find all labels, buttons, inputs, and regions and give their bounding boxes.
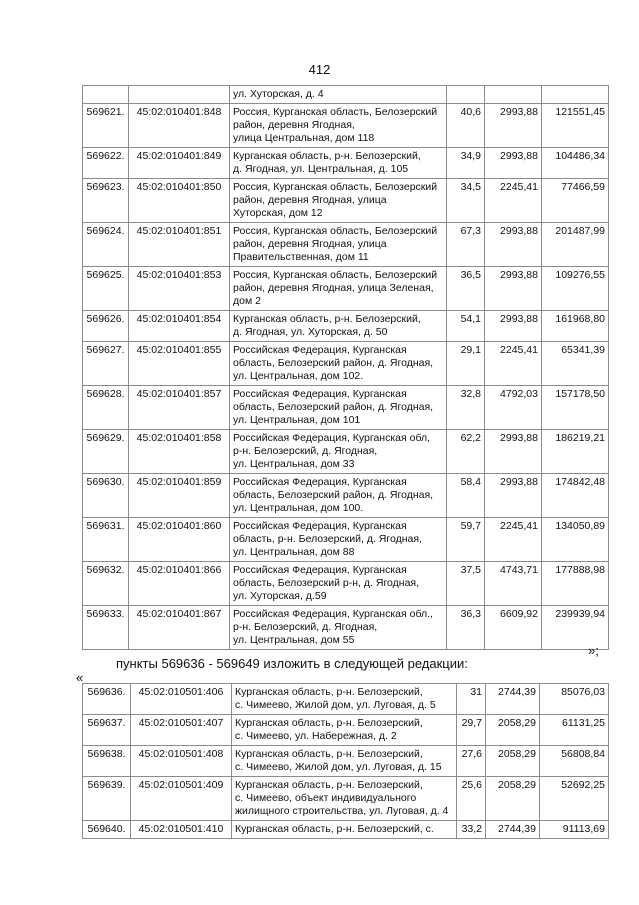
- value-cell: 85076,03: [540, 684, 609, 715]
- address-cell: [230, 148, 447, 179]
- area-cell: 58,4: [447, 474, 485, 518]
- area-cell: 40,6: [447, 104, 485, 148]
- address-line: д. Ягодная, ул. Хуторская, д. 50: [233, 326, 388, 338]
- rate-cell: 4743,71: [485, 562, 542, 606]
- instruction-text: пункты 569636 - 569649 изложить в следующей редакции:: [116, 656, 468, 671]
- table-row: [83, 179, 609, 223]
- address-cell: [230, 474, 447, 518]
- table-row-continuation: [83, 86, 609, 104]
- rate-cell: 2744,39: [486, 821, 540, 839]
- row-number-cell: 569626.: [83, 311, 129, 342]
- address-line: Российская Федерация, Курганская обл,: [233, 432, 431, 444]
- value-cell: 56808,84: [540, 746, 609, 777]
- row-number-cell: 569624.: [83, 223, 129, 267]
- value-cell: 104486,34: [542, 148, 609, 179]
- cadastral-number-cell: 45:02:010401:860: [129, 518, 230, 562]
- address-line: улица Центральная, дом 118: [233, 132, 375, 144]
- area-cell: 34,5: [447, 179, 485, 223]
- address-line: ул. Центральная, дом 100.: [233, 502, 364, 514]
- row-number-cell: 569630.: [83, 474, 129, 518]
- address-cell: [232, 746, 457, 777]
- rate-cell: 2245,41: [485, 179, 542, 223]
- address-line: д. Ягодная, ул. Центральная, д. 105: [233, 163, 409, 175]
- row-number-cell: 569639.: [83, 777, 131, 821]
- rate-cell: 2993,88: [485, 267, 542, 311]
- value-cell: 161968,80: [542, 311, 609, 342]
- row-number-cell: 569640.: [83, 821, 131, 839]
- address-cell: [232, 777, 457, 821]
- row-number-cell: 569623.: [83, 179, 129, 223]
- area-cell: 33,2: [457, 821, 486, 839]
- cadastral-number-cell: 45:02:010401:859: [129, 474, 230, 518]
- cadastral-table-2: [82, 683, 609, 839]
- address-line: Курганская область, р-н. Белозерский,: [235, 717, 423, 729]
- cadastral-table-1: [82, 85, 609, 650]
- row-number-cell: 569638.: [83, 746, 131, 777]
- value-cell: 109276,55: [542, 267, 609, 311]
- table-row: [83, 606, 609, 650]
- cadastral-number-cell: 45:02:010401:866: [129, 562, 230, 606]
- rate-cell: 2245,41: [485, 518, 542, 562]
- opening-quote: «: [76, 670, 84, 685]
- page-number: 412: [308, 62, 331, 77]
- row-number-cell: 569625.: [83, 267, 129, 311]
- area-cell: 36,5: [447, 267, 485, 311]
- address-cell: [230, 430, 447, 474]
- rate-cell: 2993,88: [485, 430, 542, 474]
- rate-cell: 2993,88: [485, 311, 542, 342]
- address-line: Российская Федерация, Курганская обл.,: [233, 608, 433, 620]
- rate-cell: 2993,88: [485, 223, 542, 267]
- value-cell: 157178,50: [542, 386, 609, 430]
- address-line: район, деревня Ягодная,: [233, 119, 355, 131]
- area-cell: 29,7: [457, 715, 486, 746]
- cadastral-number-cell: 45:02:010501:407: [131, 715, 232, 746]
- area-cell: 25,6: [457, 777, 486, 821]
- table-row: [83, 777, 609, 821]
- area-cell: 62,2: [447, 430, 485, 474]
- cadastral-number-cell: 45:02:010501:409: [131, 777, 232, 821]
- table-row: [83, 684, 609, 715]
- address-cell: [230, 104, 447, 148]
- cadastral-number-cell: 45:02:010401:857: [129, 386, 230, 430]
- value-cell: 52692,25: [540, 777, 609, 821]
- address-line: с. Чимеево, Жилой дом, ул. Луговая, д. 5: [235, 699, 436, 711]
- value-cell: 134050,89: [542, 518, 609, 562]
- table-row: [83, 474, 609, 518]
- address-line: с. Чимеево, ул. Набережная, д. 2: [235, 730, 397, 742]
- area-cell: 32,8: [447, 386, 485, 430]
- address-line: область, Белозерский район, д. Ягодная,: [233, 401, 434, 413]
- address-line: Россия, Курганская область, Белозерский: [233, 106, 438, 118]
- table-row: [83, 562, 609, 606]
- address-line: ул. Центральная, дом 101: [233, 414, 361, 426]
- cadastral-number-cell: 45:02:010401:851: [129, 223, 230, 267]
- address-line: район, деревня Ягодная, улица: [233, 194, 387, 206]
- area-cell: 36,3: [447, 606, 485, 650]
- row-number-cell: 569629.: [83, 430, 129, 474]
- cadastral-number-cell: 45:02:010401:858: [129, 430, 230, 474]
- address-line: Правительственная, дом 11: [233, 251, 369, 263]
- address-line: ул. Центральная, дом 55: [233, 634, 355, 646]
- cadastral-number-cell: 45:02:010401:850: [129, 179, 230, 223]
- table-row: [83, 715, 609, 746]
- address-cell: [230, 386, 447, 430]
- value-cell: 174842,48: [542, 474, 609, 518]
- address-line: Российская Федерация, Курганская: [233, 344, 407, 356]
- rate-cell: 6609,92: [485, 606, 542, 650]
- address-line: ул. Центральная, дом 33: [233, 458, 355, 470]
- address-cell: [230, 223, 447, 267]
- value-cell: 186219,21: [542, 430, 609, 474]
- rate-cell: 2058,29: [486, 746, 540, 777]
- address-line: Российская Федерация, Курганская: [233, 520, 407, 532]
- value-cell: 201487,99: [542, 223, 609, 267]
- address-line: ул. Центральная, дом 88: [233, 546, 355, 558]
- address-line: область, р-н. Белозерский, д. Ягодная,: [233, 533, 422, 545]
- table-row: [83, 267, 609, 311]
- row-number-cell: 569637.: [83, 715, 131, 746]
- table-row: [83, 430, 609, 474]
- row-number-cell: 569622.: [83, 148, 129, 179]
- table-row: [83, 821, 609, 839]
- value-cell: 121551,45: [542, 104, 609, 148]
- address-line: Курганская область, р-н. Белозерский,: [235, 779, 423, 791]
- address-line: р-н. Белозерский, д. Ягодная,: [233, 445, 378, 457]
- row-number-cell: 569621.: [83, 104, 129, 148]
- area-cell: 27,6: [457, 746, 486, 777]
- value-cell: 91113,69: [540, 821, 609, 839]
- row-number-cell: 569628.: [83, 386, 129, 430]
- address-cell: [230, 606, 447, 650]
- address-line: Россия, Курганская область, Белозерский: [233, 269, 438, 281]
- value-cell: 65341,39: [542, 342, 609, 386]
- cadastral-number-cell: 45:02:010401:848: [129, 104, 230, 148]
- value-cell: 239939,94: [542, 606, 609, 650]
- cadastral-number-cell: 45:02:010501:408: [131, 746, 232, 777]
- address-line: Курганская область, р-н. Белозерский,: [235, 748, 423, 760]
- address-line: ул. Центральная, дом 102.: [233, 370, 364, 382]
- table-row: [83, 148, 609, 179]
- address-cell: [230, 179, 447, 223]
- table-row: [83, 342, 609, 386]
- table-row: [83, 223, 609, 267]
- area-cell: 29,1: [447, 342, 485, 386]
- cadastral-number-cell: 45:02:010401:854: [129, 311, 230, 342]
- cadastral-number-cell: 45:02:010501:410: [131, 821, 232, 839]
- cadastral-number-cell: 45:02:010401:855: [129, 342, 230, 386]
- table-row: [83, 104, 609, 148]
- address-line: Российская Федерация, Курганская: [233, 388, 407, 400]
- address-line: Российская Федерация, Курганская: [233, 476, 407, 488]
- value-cell: 61131,25: [540, 715, 609, 746]
- address-line: Российская Федерация, Курганская: [233, 564, 407, 576]
- table-row: [83, 518, 609, 562]
- area-cell: 67,3: [447, 223, 485, 267]
- address-line: жилищного строительства, ул. Луговая, д. 4: [235, 805, 449, 817]
- address-line: р-н. Белозерский, д. Ягодная,: [233, 621, 378, 633]
- address-line: Курганская область, р-н. Белозерский,: [233, 150, 421, 162]
- rate-cell: 2993,88: [485, 104, 542, 148]
- area-cell: 54,1: [447, 311, 485, 342]
- address-line: Курганская область, р-н. Белозерский,: [235, 686, 423, 698]
- row-number-cell: 569627.: [83, 342, 129, 386]
- address-cell: [230, 311, 447, 342]
- cadastral-number-cell: 45:02:010501:406: [131, 684, 232, 715]
- address-cell: [230, 562, 447, 606]
- cadastral-number-cell: 45:02:010401:853: [129, 267, 230, 311]
- cadastral-number-cell: 45:02:010401:867: [129, 606, 230, 650]
- address-cell: ул. Хуторская, д. 4: [230, 86, 447, 104]
- address-line: район, деревня Ягодная, улица Зеленая,: [233, 282, 434, 294]
- rate-cell: 2058,29: [486, 715, 540, 746]
- table-row: [83, 386, 609, 430]
- row-number-cell: 569636.: [83, 684, 131, 715]
- address-line: область, Белозерский район, д. Ягодная,: [233, 357, 434, 369]
- row-number-cell: 569632.: [83, 562, 129, 606]
- address-line: район, деревня Ягодная, улица: [233, 238, 387, 250]
- cadastral-number-cell: 45:02:010401:849: [129, 148, 230, 179]
- table-row: [83, 311, 609, 342]
- address-line: область, Белозерский район, д. Ягодная,: [233, 489, 434, 501]
- area-cell: 31: [457, 684, 486, 715]
- address-cell: [232, 715, 457, 746]
- address-line: Курганская область, р-н. Белозерский, с.: [235, 823, 434, 835]
- area-cell: 37,5: [447, 562, 485, 606]
- address-line: Россия, Курганская область, Белозерский: [233, 225, 438, 237]
- rate-cell: 4792,03: [485, 386, 542, 430]
- address-line: с. Чимеево, объект индивидуального: [235, 792, 417, 804]
- row-number-cell: 569633.: [83, 606, 129, 650]
- address-line: область, Белозерский р-н, д. Ягодная,: [233, 577, 420, 589]
- rate-cell: 2744,39: [486, 684, 540, 715]
- value-cell: 177888,98: [542, 562, 609, 606]
- address-line: Хуторская, дом 12: [233, 207, 323, 219]
- address-line: дом 2: [233, 295, 261, 307]
- rate-cell: 2993,88: [485, 148, 542, 179]
- address-line: Россия, Курганская область, Белозерский: [233, 181, 438, 193]
- address-cell: [230, 518, 447, 562]
- address-cell: [232, 684, 457, 715]
- rate-cell: 2245,41: [485, 342, 542, 386]
- rate-cell: 2993,88: [485, 474, 542, 518]
- rate-cell: 2058,29: [486, 777, 540, 821]
- area-cell: 34,9: [447, 148, 485, 179]
- area-cell: 59,7: [447, 518, 485, 562]
- address-cell: [230, 267, 447, 311]
- table-row: [83, 746, 609, 777]
- address-line: Курганская область, р-н. Белозерский,: [233, 313, 421, 325]
- address-line: ул. Хуторская, д.59: [233, 590, 327, 602]
- address-cell: [232, 821, 457, 839]
- address-cell: [230, 342, 447, 386]
- value-cell: 77466,59: [542, 179, 609, 223]
- address-line: с. Чимеево, Жилой дом, ул. Луговая, д. 15: [235, 761, 442, 773]
- closing-quote: »;: [588, 643, 599, 658]
- row-number-cell: 569631.: [83, 518, 129, 562]
